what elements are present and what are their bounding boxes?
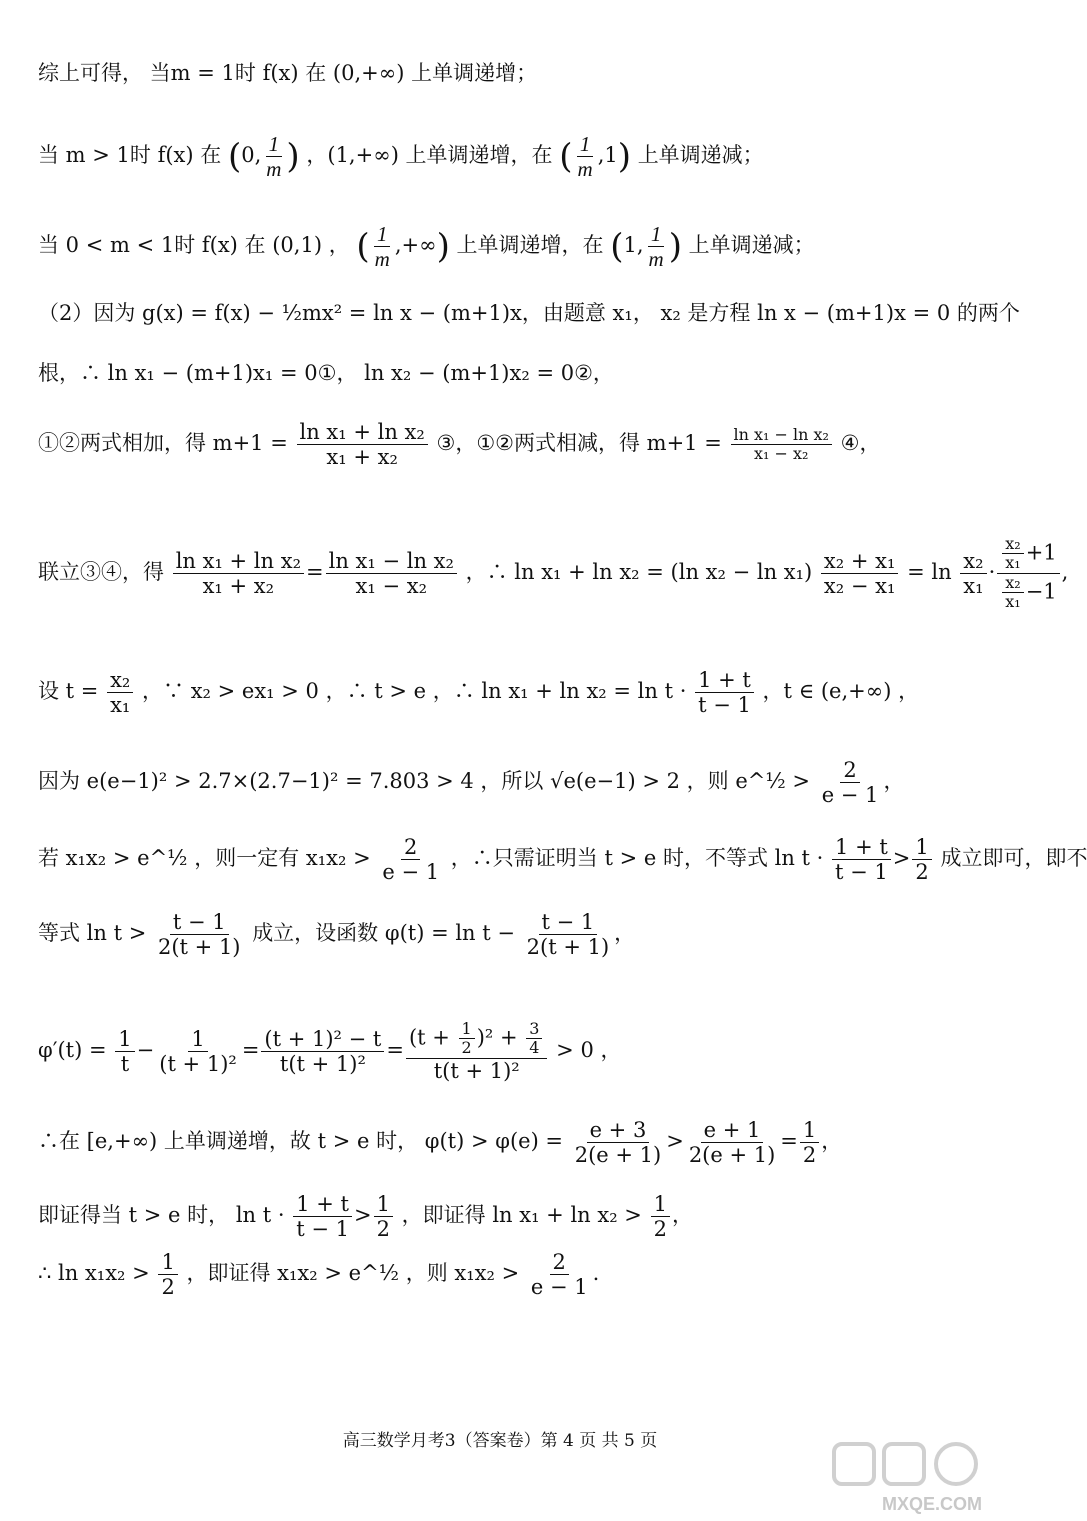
conclusion-line-3: 当 0 < m < 1时 f(x) 在 (0,1) ， ( $\frac{1}{m}$ ,+∞) 上单调递增，在 (1, $\frac{1}{m}$ ) 上单调递减； — [38, 222, 815, 272]
part2-line-10: ∴在 [e,+∞) 上单调递增，故 t > e 时， φ(t) > φ(e) = $\frac{e + 3}{2(e + 1)}$ > $\frac{e + 1}{2(e + 1)}$ = $\frac{1}{2}$ ， — [38, 1118, 843, 1168]
part2-line-4: 联立③④，得 $\frac{\text{ln x₁ + ln x₂}}{\text{x₁ + x₂}}$ = $\frac{\text{ln x₁ − ln x₂}}{\text{x₁ − x₂}}$ ，∴ ln x₁ + ln x₂ = (ln x₂ − ln x₁) $\frac{\text{x₂ + x₁}}{\text{x₂ − x₁}}$ = ln $\frac{\text{x₂}}{\text{x₁}}$ · $\frac{\text{x₂}}{\text{x₁}}$ +1 $\frac{\text{x₂}}{\text{x₁}}$ −1 , — [38, 534, 1069, 612]
page-footer: 高三数学月考3（答案卷）第 4 页 共 5 页 — [342, 1431, 658, 1451]
part2-line-6: 因为 e(e−1)² > 2.7×(2.7−1)² = 7.803 > 4 ，所以 √e(e−1) > 2 ，则 e^½ > $\frac{2}{e - 1}$ ， — [38, 758, 905, 808]
conclusion-line-2: 当 m > 1时 f(x) 在 (0, $\frac{1}{m}$ ) ，(1,+∞) 上单调递增，在 ( $\frac{1}{m}$ ,1) 上单调递减； — [38, 132, 764, 182]
part2-line-7: 若 x₁x₂ > e^½ ，则一定有 x₁x₂ > $\frac{2}{e - 1}$ ，∴只需证明当 t > e 时，不等式 ln t · $\frac{1 + t}{t - 1}$ > $\frac{1}{2}$ 成立即可，即不 — [38, 835, 1087, 885]
conclusion-line-1: 综上可得， 当m = 1时 f(x) 在 (0,+∞) 上单调递增； — [38, 61, 538, 85]
part2-line-8: 等式 ln t > $\frac{t - 1}{2(t + 1)}$ 成立，设函数 φ(t) = ln t − $\frac{t - 1}{2(t + 1)}$ ， — [38, 910, 636, 960]
watermark-text: MXQE.COM — [881, 1494, 982, 1514]
part2-line-1: （2）因为 g(x) = f(x) − ½mx² = ln x − (m+1)x，由题意 x₁， x₂ 是方程 ln x − (m+1)x = 0 的两个 — [38, 301, 1020, 325]
part2-line-2: 根，∴ ln x₁ − (m+1)x₁ = 0①， ln x₂ − (m+1)x₂ = 0②， — [38, 361, 614, 385]
part2-line-5: 设 t = $\frac{\text{x₂}}{\text{x₁}}$ ，∵ x₂ > ex₁ > 0 ，∴ t > e ，∴ ln x₁ + ln x₂ = ln t · $\frac{1 + t}{t - 1}$ ，t ∈ (e,+∞) ， — [38, 668, 920, 718]
part2-line-11: 即证得当 t > e 时， ln t · $\frac{1 + t}{t - 1}$ > $\frac{1}{2}$ ，即证得 ln x₁ + ln x₂ > $\frac{1}{2}$ ， — [38, 1192, 693, 1242]
part2-line-9: φ′(t) = $\frac{1}{t}$ − $\frac{1}{\text{(t + 1)²}}$ = $\frac{\text{(t + 1)² − t}}{\text{t(t + 1)²}}$ = (t + $\frac{1}{2}$ )² + $\frac{3}{4}$ t(t + 1)² > 0 ， — [38, 1019, 622, 1083]
part2-line-3: ①②两式相加，得 m+1 = $\frac{\text{ln x₁ + ln x₂}}{\text{x₁ + x₂}}$ ③，①②两式相减，得 m+1 = $\frac{\text{ln x₁ − ln x₂}}{\text{x₁ − x₂}}$ ④， — [38, 420, 881, 470]
part2-line-12: ∴ ln x₁x₂ > $\frac{1}{2}$ ，即证得 x₁x₂ > e^½ ，则 x₁x₂ > $\frac{2}{e - 1}$ . — [38, 1250, 600, 1300]
